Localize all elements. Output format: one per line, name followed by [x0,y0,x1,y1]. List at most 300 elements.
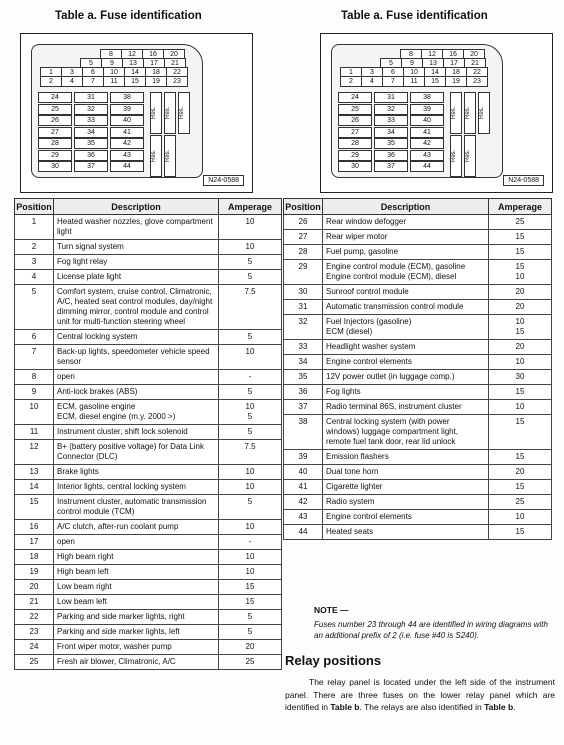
fuse-description: Front wiper motor, washer pump [54,640,219,655]
fuse-description: Low beam right [54,580,219,595]
fuse-slot: 16 [442,49,464,60]
fuse-amperage: 20 [489,340,552,355]
table-row [15,345,282,370]
fuse-slot: 32 [374,104,408,115]
fuse-slot: 20 [163,49,185,60]
fuse-position: 33 [284,340,323,355]
fuse-slot: 21 [164,58,186,69]
table-row [15,580,282,595]
fuse-description: A/C clutch, after-run coolant pump [54,520,219,535]
fuse-slot: 2 [340,76,362,87]
fuse-amperage: 15 [489,480,552,495]
fuse-slot: 44 [110,161,144,172]
fuse-position: 37 [284,400,323,415]
fuse-slot: 42 [410,138,444,149]
fuse-position: 14 [15,480,54,495]
fuse-description: Fuel Injectors (gasoline) ECM (diesel) [323,315,489,340]
column-header-position: Position [284,199,323,215]
table-row [15,270,282,285]
fuse-amperage: 15 [489,415,552,450]
fuse-amperage: 15 10 [489,260,552,285]
fuse-description: open [54,535,219,550]
table-row [15,465,282,480]
reserve-slot: Res. [450,92,462,134]
table-row [284,415,552,450]
fuse-description: B+ (battery positive voltage) for Data Link Connector (DLC) [54,440,219,465]
fuse-slot: 21 [464,58,486,69]
fuse-slot: 28 [338,138,372,149]
table-row [284,495,552,510]
fuse-amperage: 15 [489,385,552,400]
fuse-amperage: 10 [219,550,282,565]
table-reference: Table b [330,702,360,712]
fuse-slot: 20 [463,49,485,60]
fuse-slot: 1 [40,67,62,78]
fuse-amperage: 20 [489,465,552,480]
fuse-slot: 25 [38,104,72,115]
fuse-slot: 38 [110,92,144,103]
fuse-slot: 8 [100,49,122,60]
fuse-slot: 11 [403,76,425,87]
fuse-position: 8 [15,370,54,385]
fuse-amperage: 15 [489,450,552,465]
fuse-position: 20 [15,580,54,595]
fuse-slot: 30 [38,161,72,172]
reserve-slot: Res. [178,92,190,134]
fuse-slot: 39 [110,104,144,115]
fuse-slot: 27 [38,127,72,138]
fuse-amperage: 10 [489,510,552,525]
fuse-description: Back-up lights, speedometer vehicle speed sensor [54,345,219,370]
fuse-box-outline [331,44,503,178]
fuse-amperage: 5 [219,255,282,270]
fuse-position: 36 [284,385,323,400]
fuse-slot: 37 [74,161,108,172]
fuse-amperage: 10 15 [489,315,552,340]
reserve-slot: Res. [150,135,162,177]
table-row [15,565,282,580]
fuse-position: 38 [284,415,323,450]
table-row [15,655,282,670]
fuse-slot: 36 [74,150,108,161]
fuse-description: Parking and side marker lights, left [54,625,219,640]
fuse-amperage: 30 [489,370,552,385]
table-row [15,595,282,610]
fuse-slot: 6 [382,67,404,78]
fuse-position: 17 [15,535,54,550]
relay-paragraph [285,676,555,714]
fuse-description: Parking and side marker lights, right [54,610,219,625]
fuse-panel-diagram [320,33,553,193]
fuse-position: 24 [15,640,54,655]
table-row [15,385,282,400]
fuse-amperage: 20 [489,285,552,300]
fuse-amperage: 15 [489,245,552,260]
fuse-position: 42 [284,495,323,510]
fuse-description: Headlight washer system [323,340,489,355]
fuse-slot: 41 [410,127,444,138]
fuse-amperage: 15 [489,525,552,540]
fuse-position: 30 [284,285,323,300]
fuse-amperage: 10 [219,345,282,370]
table-row [15,610,282,625]
fuse-slot: 19 [145,76,167,87]
fuse-slot: 12 [421,49,443,60]
fuse-amperage: 10 5 [219,400,282,425]
fuse-description: Engine control module (ECM), gasoline Engine control module (ECM), diesel [323,260,489,285]
note-block [314,605,554,642]
fuse-position: 39 [284,450,323,465]
fuse-slot: 40 [110,115,144,126]
fuse-slot: 13 [422,58,444,69]
reserve-slot: Res. [478,92,490,134]
fuse-description: Brake lights [54,465,219,480]
table-row [15,285,282,330]
fuse-slot: 8 [400,49,422,60]
fuse-table [14,198,282,670]
fuse-slot: 1 [340,67,362,78]
relay-text: The relay panel is located under the left side of the instrument panel. There are three fuses on the lower relay panel which are identified in [285,677,555,712]
fuse-position: 10 [15,400,54,425]
note-heading: NOTE — [314,605,349,615]
fuse-position: 25 [15,655,54,670]
fuse-position: 44 [284,525,323,540]
fuse-slot: 38 [410,92,444,103]
table-row [15,640,282,655]
column-header-position: Position [15,199,54,215]
fuse-position: 11 [15,425,54,440]
fuse-slot: 13 [122,58,144,69]
table-row [15,440,282,465]
table-row [284,400,552,415]
fuse-slot: 34 [74,127,108,138]
fuse-description: Central locking system (with power windows) luggage compartment light, remote fuel tank door, rear lid unlock [323,415,489,450]
fuse-amperage: 5 [219,495,282,520]
fuse-description: ECM, gasoline engine ECM, diesel engine (m.y. 2000 >) [54,400,219,425]
fuse-position: 3 [15,255,54,270]
table-row [284,370,552,385]
fuse-description: Fuel pump, gasoline [323,245,489,260]
table-row [15,330,282,345]
fuse-position: 18 [15,550,54,565]
table-row [284,215,552,230]
table-row [15,480,282,495]
fuse-slot: 12 [121,49,143,60]
fuse-position: 4 [15,270,54,285]
table-row [284,385,552,400]
fuse-position: 16 [15,520,54,535]
fuse-amperage: 10 [219,215,282,240]
fuse-description: Fresh air blower, Climatronic, A/C [54,655,219,670]
fuse-description: Automatic transmission control module [323,300,489,315]
fuse-position: 27 [284,230,323,245]
reserve-slot: Res. [450,135,462,177]
diagram-code: N24-0588 [203,175,244,186]
fuse-position: 13 [15,465,54,480]
fuse-description: Central locking system [54,330,219,345]
relay-text: . [513,702,516,712]
fuse-slot: 31 [374,92,408,103]
fuse-position: 9 [15,385,54,400]
table-row [15,370,282,385]
fuse-slot: 28 [38,138,72,149]
fuse-slot: 40 [410,115,444,126]
fuse-slot: 14 [124,67,146,78]
fuse-description: Dual tone horn [323,465,489,480]
reserve-slot: Res. [464,135,476,177]
fuse-position: 34 [284,355,323,370]
table-title-text: Fuse identification [386,10,488,22]
fuse-position: 29 [284,260,323,285]
note-text: Fuses number 23 through 44 are identified in wiring diagrams with an additional prefix of 2 (i.e. fuse #40 is S240). [314,619,548,640]
fuse-description: Radio terminal 86S, instrument cluster [323,400,489,415]
section-heading: Relay positions [285,653,382,668]
fuse-slot: 30 [338,161,372,172]
fuse-description: Turn signal system [54,240,219,255]
fuse-description: Rear window defogger [323,215,489,230]
table-row [284,260,552,285]
column-header-amperage: Amperage [219,199,282,215]
table-row [284,355,552,370]
column-header-amperage: Amperage [489,199,552,215]
fuse-slot: 10 [403,67,425,78]
fuse-slot: 7 [82,76,104,87]
fuse-slot: 34 [374,127,408,138]
fuse-slot: 26 [338,115,372,126]
fuse-amperage: 5 [219,625,282,640]
fuse-description: 12V power outlet (in luggage comp.) [323,370,489,385]
fuse-amperage: 5 [219,610,282,625]
fuse-position: 41 [284,480,323,495]
fuse-description: Cigarette lighter [323,480,489,495]
fuse-description: High beam left [54,565,219,580]
fuse-slot: 36 [374,150,408,161]
fuse-position: 40 [284,465,323,480]
fuse-slot: 25 [338,104,372,115]
fuse-slot: 14 [424,67,446,78]
fuse-position: 35 [284,370,323,385]
fuse-slot: 5 [380,58,402,69]
fuse-slot: 29 [38,150,72,161]
fuse-slot: 35 [374,138,408,149]
fuse-amperage: 5 [219,425,282,440]
fuse-position: 32 [284,315,323,340]
fuse-row [40,76,187,87]
fuse-slot: 17 [443,58,465,69]
table-row [15,495,282,520]
reserve-slot: Res. [150,92,162,134]
fuse-table-body [15,215,282,670]
fuse-box-outline [31,44,203,178]
fuse-amperage: 20 [219,640,282,655]
fuse-slot: 18 [145,67,167,78]
fuse-description: License plate light [54,270,219,285]
fuse-amperage: - [219,370,282,385]
fuse-description: Interior lights, central locking system [54,480,219,495]
fuse-slot: 6 [82,67,104,78]
fuse-position: 1 [15,215,54,240]
fuse-slot: 4 [61,76,83,87]
fuse-slot: 32 [74,104,108,115]
fuse-amperage: 7.5 [219,440,282,465]
table-title [341,10,488,22]
fuse-amperage: 5 [219,330,282,345]
table-row [284,480,552,495]
fuse-slot: 17 [143,58,165,69]
fuse-slot: 10 [103,67,125,78]
table-row [15,255,282,270]
fuse-slot: 15 [424,76,446,87]
fuse-amperage: 15 [219,580,282,595]
fuse-description: Engine control elements [323,355,489,370]
fuse-amperage: 7.5 [219,285,282,330]
table-title-text: Fuse identification [100,10,202,22]
table-row [284,285,552,300]
fuse-amperage: 10 [489,355,552,370]
fuse-slot: 9 [101,58,123,69]
fuse-slot: 23 [166,76,188,87]
fuse-slot: 3 [61,67,83,78]
fuse-slot: 15 [124,76,146,87]
relay-text: . The relays are also identified in [359,702,485,712]
fuse-table [283,198,552,540]
table-row [284,315,552,340]
table-row [15,425,282,440]
fuse-position: 21 [15,595,54,610]
fuse-description: Anti-lock brakes (ABS) [54,385,219,400]
table-label: Table a. [341,10,383,22]
fuse-position: 23 [15,625,54,640]
fuse-slot: 35 [74,138,108,149]
table-row [284,300,552,315]
fuse-description: Emission flashers [323,450,489,465]
fuse-slot: 27 [338,127,372,138]
fuse-slot: 2 [40,76,62,87]
fuse-slot: 26 [38,115,72,126]
fuse-position: 22 [15,610,54,625]
reserve-slot: Res. [164,92,176,134]
fuse-slot: 4 [361,76,383,87]
fuse-slot: 41 [110,127,144,138]
fuse-description: Instrument cluster, shift lock solenoid [54,425,219,440]
fuse-table-body [284,215,552,540]
fuse-amperage: 10 [219,240,282,255]
fuse-position: 5 [15,285,54,330]
fuse-slot: 42 [110,138,144,149]
fuse-description: Low beam left [54,595,219,610]
fuse-description: Engine control elements [323,510,489,525]
fuse-panel-diagram [20,33,253,193]
table-row [15,400,282,425]
table-row [15,520,282,535]
table-row [284,230,552,245]
table-row [284,525,552,540]
fuse-slot: 24 [338,92,372,103]
fuse-amperage: 10 [219,480,282,495]
fuse-slot: 11 [103,76,125,87]
fuse-slot: 9 [401,58,423,69]
fuse-amperage: - [219,535,282,550]
fuse-slot: 22 [166,67,188,78]
fuse-description: Radio system [323,495,489,510]
column-header-description: Description [54,199,219,215]
table-row [15,535,282,550]
fuse-amperage: 25 [489,495,552,510]
column-header-description: Description [323,199,489,215]
fuse-description: Rear wiper motor [323,230,489,245]
table-row [284,510,552,525]
fuse-position: 26 [284,215,323,230]
table-label: Table a. [55,10,97,22]
table-row [15,240,282,255]
fuse-position: 28 [284,245,323,260]
fuse-slot: 23 [466,76,488,87]
fuse-amperage: 10 [489,400,552,415]
fuse-slot: 31 [74,92,108,103]
reserve-slot: Res. [464,92,476,134]
diagram-code: N24-0588 [503,175,544,186]
fuse-position: 2 [15,240,54,255]
fuse-slot: 19 [445,76,467,87]
table-row [284,450,552,465]
fuse-slot: 16 [142,49,164,60]
fuse-slot: 3 [361,67,383,78]
table-row [284,340,552,355]
fuse-position: 6 [15,330,54,345]
fuse-position: 7 [15,345,54,370]
fuse-amperage: 20 [489,300,552,315]
fuse-description: High beam right [54,550,219,565]
fuse-description: Comfort system, cruise control, Climatronic, A/C, heated seat control modules, day/night dimming mirror, control module and control unit for multi-function steering wheel [54,285,219,330]
fuse-amperage: 15 [489,230,552,245]
fuse-description: open [54,370,219,385]
fuse-slot: 5 [80,58,102,69]
fuse-description: Fog lights [323,385,489,400]
fuse-slot: 29 [338,150,372,161]
fuse-amperage: 10 [219,520,282,535]
table-row [15,215,282,240]
fuse-position: 31 [284,300,323,315]
fuse-slot: 24 [38,92,72,103]
table-reference: Table b [484,702,514,712]
table-title [55,10,202,22]
fuse-slot: 18 [445,67,467,78]
table-row [15,625,282,640]
fuse-amperage: 5 [219,385,282,400]
fuse-slot: 43 [110,150,144,161]
fuse-slot: 7 [382,76,404,87]
fuse-slot: 22 [466,67,488,78]
fuse-position: 15 [15,495,54,520]
fuse-amperage: 25 [489,215,552,230]
fuse-slot: 43 [410,150,444,161]
fuse-amperage: 10 [219,565,282,580]
fuse-position: 19 [15,565,54,580]
fuse-position: 43 [284,510,323,525]
fuse-slot: 37 [374,161,408,172]
fuse-slot: 44 [410,161,444,172]
fuse-slot: 33 [74,115,108,126]
fuse-amperage: 15 [219,595,282,610]
fuse-amperage: 5 [219,270,282,285]
fuse-slot: 39 [410,104,444,115]
fuse-description: Sunroof control module [323,285,489,300]
fuse-description: Heated washer nozzles, glove compartment light [54,215,219,240]
reserve-slot: Res. [164,135,176,177]
fuse-row [340,76,487,87]
table-row [15,550,282,565]
fuse-amperage: 10 [219,465,282,480]
